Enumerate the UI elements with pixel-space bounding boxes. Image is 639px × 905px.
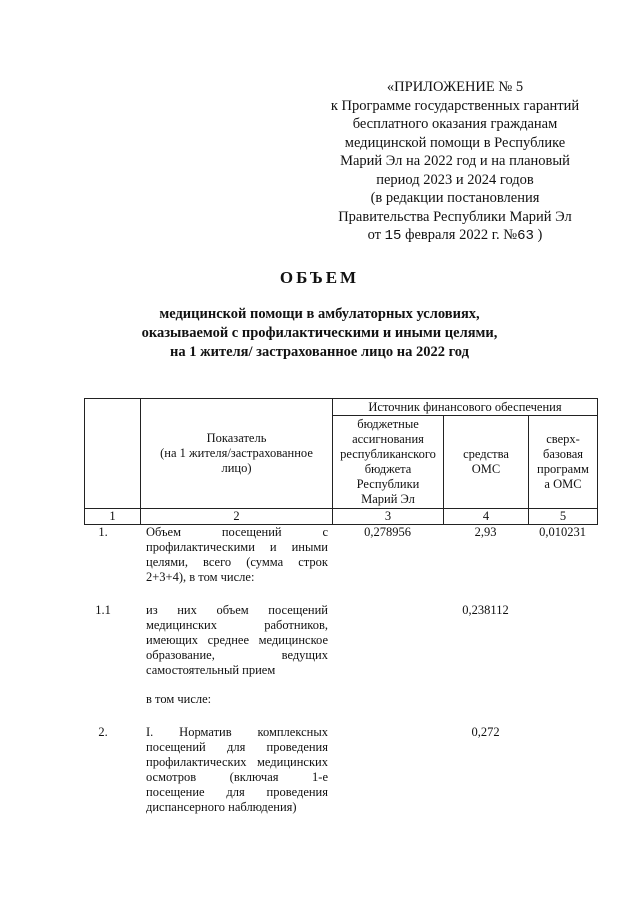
table-body bbox=[84, 525, 597, 833]
date-prefix: от bbox=[367, 227, 381, 243]
header-oms: средства ОМС bbox=[444, 416, 529, 509]
row-above-base-value: 0,010231 bbox=[539, 525, 586, 539]
column-number: 2 bbox=[141, 509, 333, 525]
row-text: из них объем посещений медицинских работников, имеющих среднее медицинское образование, ведущих самостоятельный прием bbox=[146, 603, 328, 677]
column-number: 3 bbox=[333, 509, 444, 525]
header-row-number-cell bbox=[85, 399, 141, 509]
row-text: I. Норматив комплексных посещений для проведения профилактических медицинских осмотров (включая 1-е посещение для проведения диспансерного наблюдения) bbox=[146, 725, 328, 814]
document-title: ОБЪЕМ bbox=[279, 268, 360, 287]
appendix-line: к Программе государственных гарантий bbox=[330, 97, 580, 114]
document-subtitle bbox=[0, 305, 639, 362]
volume-table-header bbox=[84, 398, 598, 525]
date-suffix: ) bbox=[537, 227, 543, 243]
row-above-base-value bbox=[528, 603, 597, 678]
row-above-base-value bbox=[528, 725, 597, 815]
row-oms-value: 0,272 bbox=[471, 725, 500, 739]
header-above-base: сверх- базовая программ а ОМС bbox=[529, 416, 598, 509]
column-number: 4 bbox=[444, 509, 529, 525]
row-number: 1.1 bbox=[95, 603, 111, 617]
header-indicator: Показатель (на 1 жителя/застрахованное лицо) bbox=[141, 399, 333, 509]
appendix-header bbox=[300, 78, 610, 246]
column-number: 5 bbox=[529, 509, 598, 525]
subtitle-line: на 1 жителя/ застрахованное лицо на 2022 год bbox=[170, 344, 469, 360]
row-budget-value bbox=[332, 603, 443, 678]
appendix-line: «ПРИЛОЖЕНИЕ № 5 bbox=[386, 79, 524, 95]
row-number: 2. bbox=[98, 725, 108, 739]
row-number: 1. bbox=[98, 525, 108, 539]
document-number: 63 bbox=[517, 228, 534, 244]
row-budget-value bbox=[332, 725, 443, 815]
date-day: 15 bbox=[384, 228, 402, 244]
appendix-line: период 2023 и 2024 годов bbox=[376, 171, 534, 188]
header-funding-source: Источник финансового обеспечения bbox=[333, 399, 598, 416]
table-row bbox=[84, 603, 597, 678]
subtitle-line: медицинской помощи в амбулаторных условиях, bbox=[159, 306, 480, 322]
appendix-line: бесплатного оказания гражданам bbox=[352, 116, 558, 132]
table-row bbox=[84, 525, 597, 585]
in-that-number-note: в том числе: bbox=[146, 692, 212, 706]
appendix-line: медицинской помощи в Республике bbox=[344, 134, 566, 151]
column-number: 1 bbox=[85, 509, 141, 525]
table-row bbox=[84, 725, 597, 815]
row-oms-value: 2,93 bbox=[474, 525, 497, 539]
header-budget: бюджетные ассигнования республиканского бюджета Республики Марий Эл bbox=[333, 416, 444, 509]
appendix-line: Правительства Республики Марий Эл bbox=[338, 208, 572, 225]
subtitle-line: оказываемой с профилактическими и иными целями, bbox=[141, 325, 498, 341]
appendix-line: (в редакции постановления bbox=[370, 190, 540, 206]
row-budget-value: 0,278956 bbox=[364, 525, 411, 539]
date-month-year: февраля 2022 г. № bbox=[405, 227, 518, 243]
row-oms-value: 0,238112 bbox=[462, 603, 509, 617]
appendix-line: Марий Эл на 2022 год и на плановый bbox=[340, 153, 570, 169]
row-text: Объем посещений с профилактическими и иными целями, всего (сумма строк 2+3+4), в том числе: bbox=[146, 525, 328, 584]
appendix-date-line bbox=[300, 226, 610, 246]
